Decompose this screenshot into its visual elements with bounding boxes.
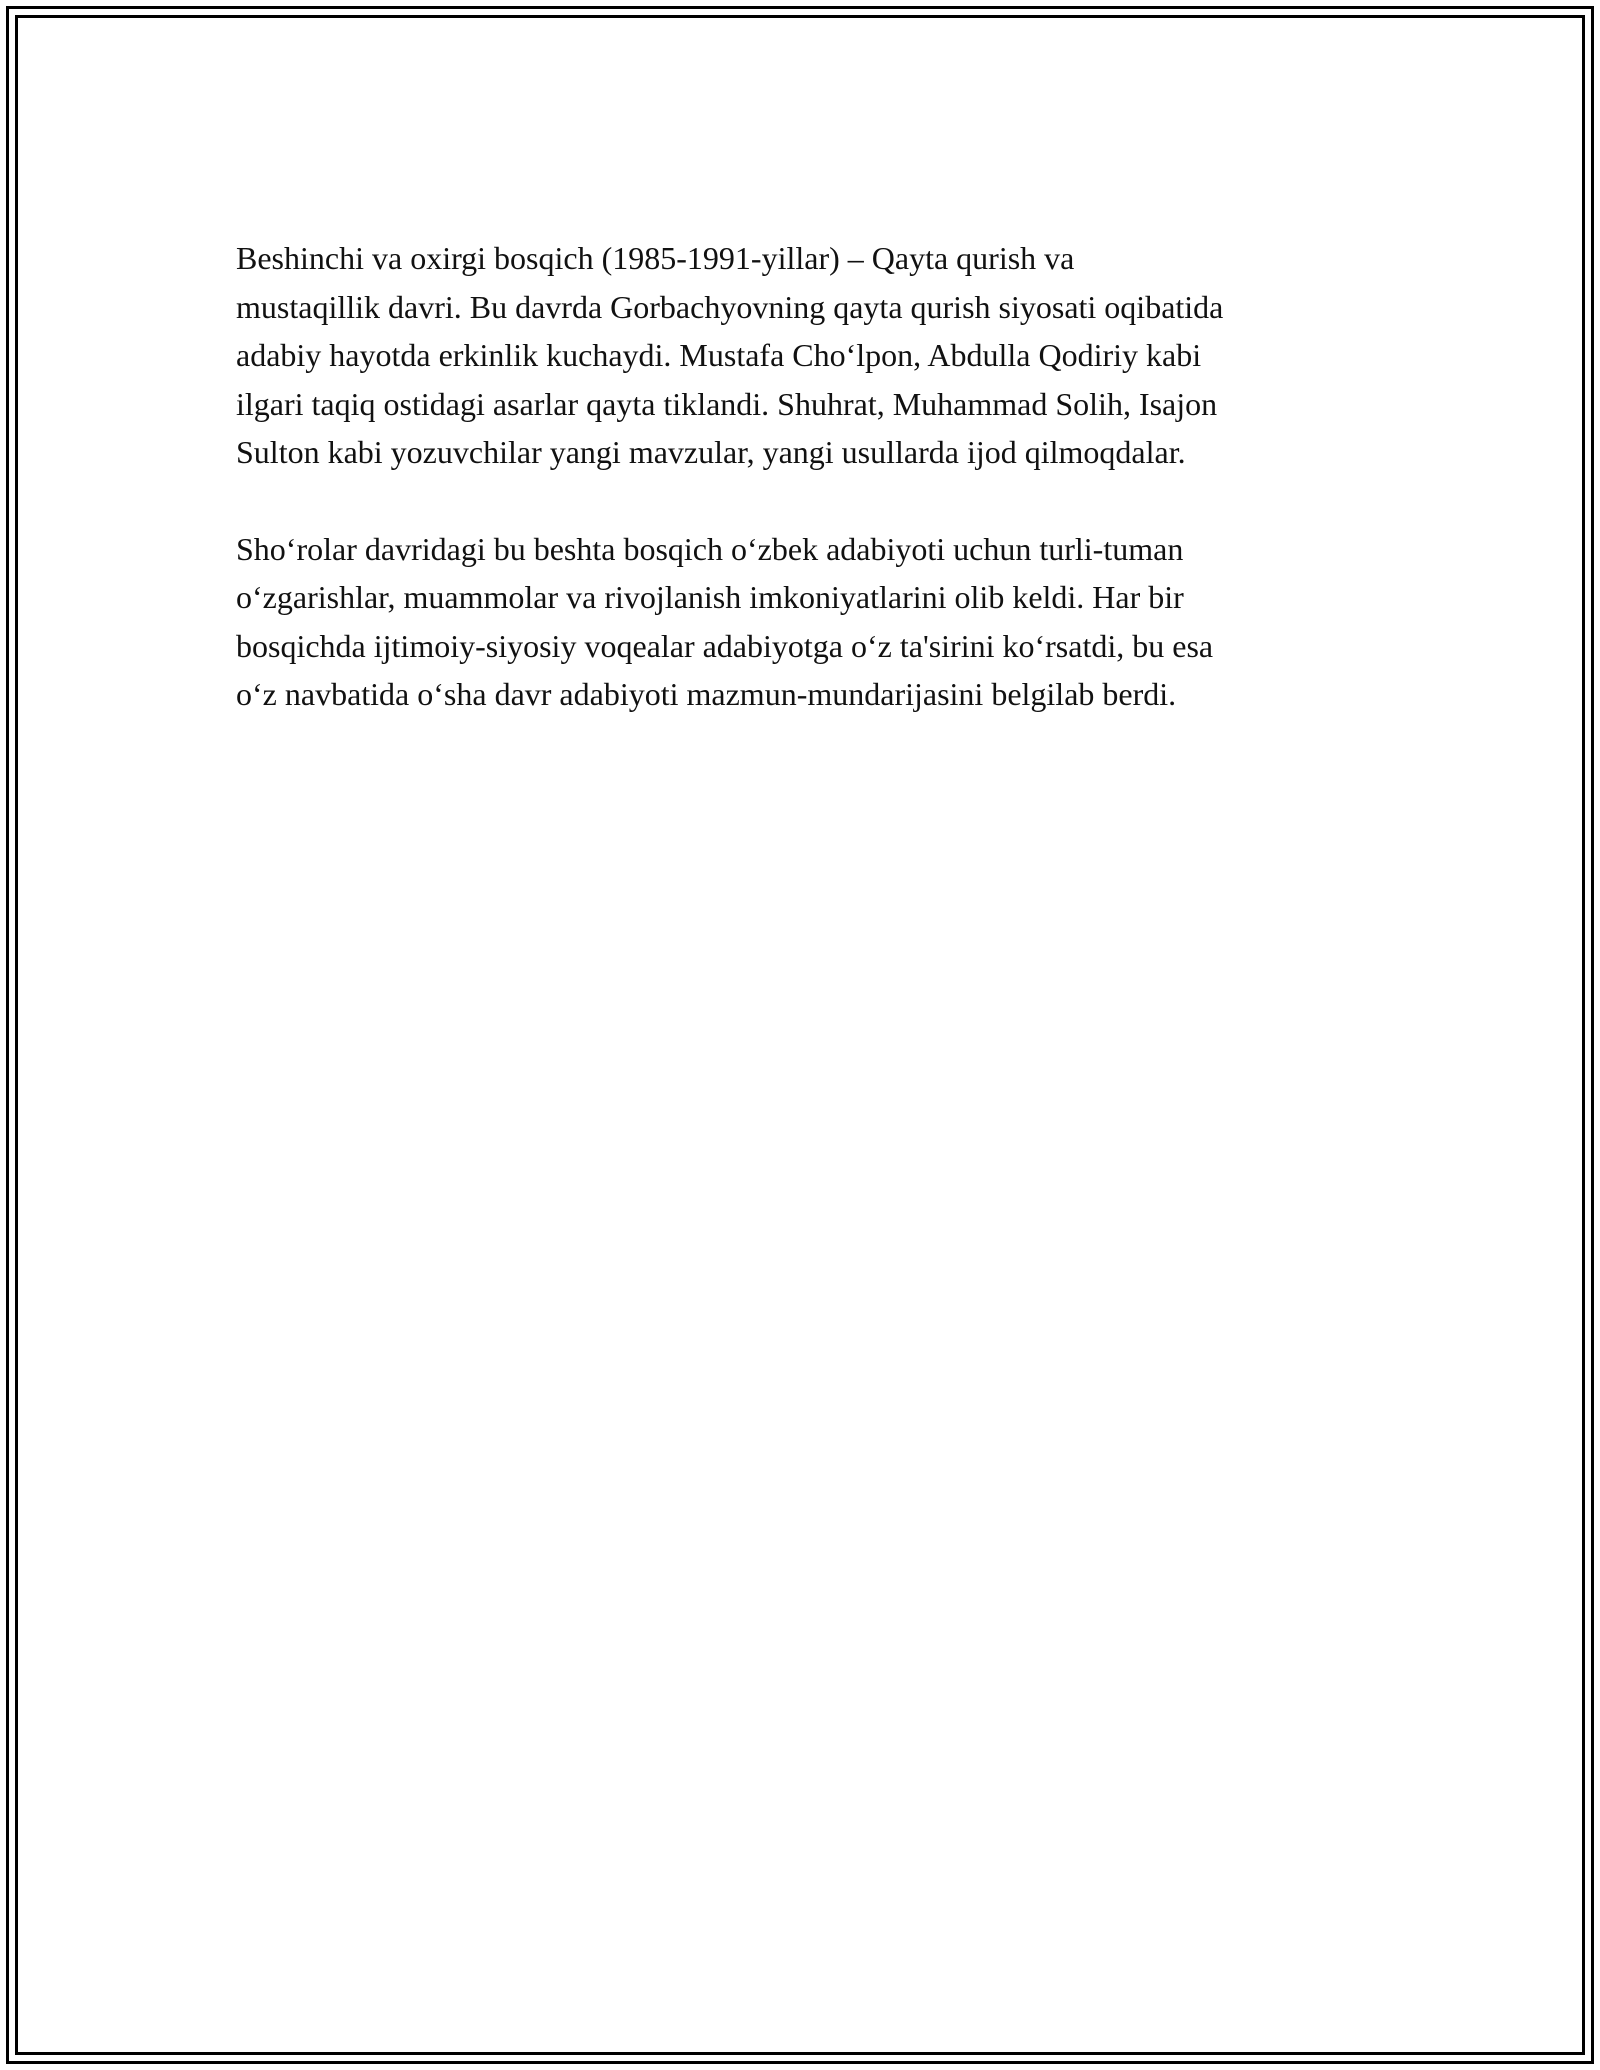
paragraph-1-line-5: Sulton kabi yozuvchilar yangi mavzular, yangi usullarda ijod qilmoqdalar. [236,434,1186,470]
paragraph-2-line-1: Shoʻrolar davridagi bu beshta bosqich oʻzbek adabiyoti uchun turli-tuman [236,530,1184,567]
paragraph-1-line-2: mustaqillik davri. Bu davrda Gorbachyovning qayta qurish siyosati oqibatida [236,288,1224,325]
paragraph-1 [236,234,1376,477]
document-body [236,234,1376,719]
paragraph-2 [236,525,1376,719]
paragraph-1-line-1: Beshinchi va oxirgi bosqich (1985-1991-yillar) – Qayta qurish va [236,240,1075,276]
paragraph-2-line-4: oʻz navbatida oʻsha davr adabiyoti mazmun-mundarijasini belgilab berdi. [236,676,1177,712]
paragraph-1-line-3: adabiy hayotda erkinlik kuchaydi. Mustafa Choʻlpon, Abdulla Qodiriy kabi [236,337,1202,373]
paragraph-1-line-4: ilgari taqiq ostidagi asarlar qayta tiklandi. Shuhrat, Muhammad Solih, Isajon [236,385,1218,422]
paragraph-2-line-3: bosqichda ijtimoiy-siyosiy voqealar adabiyotga oʻz ta'sirini koʻrsatdi, bu esa [236,627,1214,664]
paragraph-2-line-2: oʻzgarishlar, muammolar va rivojlanish imkoniyatlarini olib keldi. Har bir [236,579,1184,615]
